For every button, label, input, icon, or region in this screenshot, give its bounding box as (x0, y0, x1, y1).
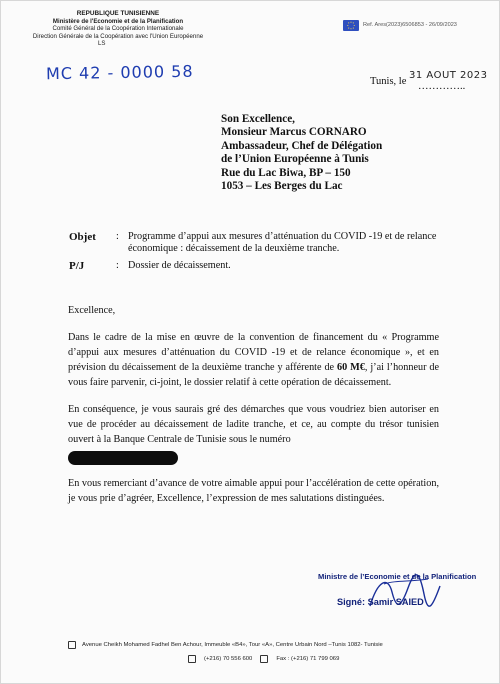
header-committee: Comité Général de la Coopération Internationale (52, 25, 184, 33)
date-handwritten: 31 AOUT 2023 (409, 70, 488, 81)
recipient-line: de l’Union Européenne à Tunis (221, 153, 369, 166)
footer-address: Avenue Cheikh Mohamed Fadhel Ben Achour, Immeuble «B4», Tour «A», Centre Urbain Nord –Tunis 1082- Tunisie (82, 642, 383, 648)
header-ministry: Ministère de l'Economie et de la Planification (52, 17, 184, 25)
footer-fax: Fax : (+216) 71 799 069 (276, 656, 340, 662)
signature-title: Ministre de l’Economie et de la Planification (318, 572, 477, 581)
amount: 60 M€ (337, 362, 365, 373)
paragraph-1-start: Dans le cadre de la mise en œuvre de la convention de financement du « Programme d’appui aux mesures d’atténuation du COVID -19 et de relance économique », et en prévision du décaissement de la deuxième tranche y afférente de (68, 332, 439, 373)
attachment-text: Dossier de décaissement. (128, 259, 231, 271)
footer-contact-row (68, 652, 468, 666)
recipient-line: Rue du Lac Biwa, BP – 150 (221, 166, 351, 179)
fax-icon (260, 655, 268, 663)
handwritten-reference: MC 42 - 0000 58 (45, 61, 194, 84)
paragraph-2-text: En conséquence, je vous saurais gré des démarches que vous voudriez bien autoriser en vue de procéder au décaissement de ladite tranche, et ce, au compte du trésor tunisien ouvert à la Banque Centrale de Tunisie sous le numéro (68, 404, 439, 445)
eu-flag-icon (343, 20, 359, 31)
paragraph-1 (68, 330, 439, 390)
redacted-account-number (68, 451, 178, 465)
letter-date (370, 70, 488, 92)
letter-body (68, 303, 439, 506)
object-row (69, 231, 449, 256)
header-initials: LS (98, 40, 106, 48)
object-colon: : (116, 231, 119, 242)
recipient-line: 1053 – Les Berges du Lac (221, 180, 343, 193)
recipient-line: Monsieur Marcus CORNARO (221, 126, 367, 139)
header-republic: REPUBLIQUE TUNISIENNE (76, 10, 160, 17)
phone-icon (188, 655, 196, 663)
footer (68, 638, 468, 666)
paragraph-2 (68, 402, 439, 465)
date-city: Tunis, le (370, 76, 407, 87)
salutation: Excellence, (68, 305, 116, 316)
attachment-row (69, 260, 449, 272)
header-direction: Direction Générale de la Coopération avec l'Union Européenne (32, 32, 204, 40)
attachment-label: P/J (69, 259, 85, 272)
ministry-header (8, 10, 228, 48)
paragraph-1-end: , j’ai l’honneur de vous faire parvenir, ci-joint, le dossier relatif à cette opération de décaissement. (68, 362, 440, 388)
attachment-colon: : (116, 259, 119, 271)
recipient-line: Ambassadeur, Chef de Délégation (221, 139, 383, 152)
location-icon (68, 641, 76, 649)
date-dots: ………….. (418, 81, 466, 92)
object-text: Programme d’appui aux mesures d’atténuation du COVID -19 et de relance économique : décaissement de la deuxième tranche. (128, 231, 437, 255)
object-label: Objet (69, 231, 96, 243)
ares-reference: Ref. Ares(2023)6506853 - 26/09/2023 (363, 22, 457, 28)
paragraph-3: En vous remerciant d’avance de votre aimable appui pour l’accélération de cette opération, je vous prie d’agréer, Excellence, l’expression de mes salutations distinguées. (68, 478, 439, 504)
signature-name: Signé: Samir SAIED (337, 597, 424, 607)
object-block (69, 231, 449, 272)
recipient-line: Son Excellence, (221, 113, 295, 125)
footer-address-row (68, 638, 468, 652)
footer-phone: (+216) 70 556 600 (204, 656, 253, 662)
recipient-address (221, 113, 382, 193)
